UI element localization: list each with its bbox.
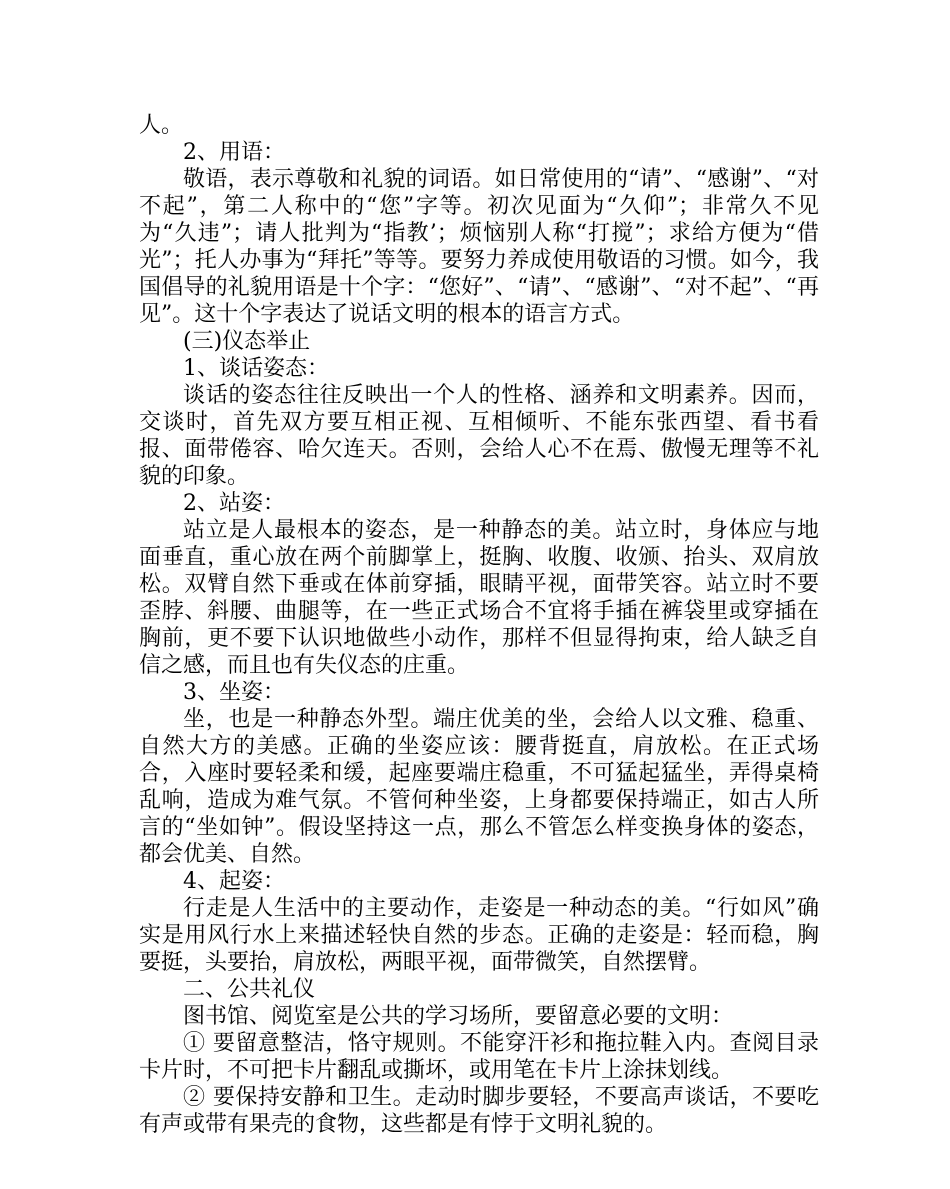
section-heading-public-etiquette: 二、公共礼仪 <box>183 977 316 1002</box>
section-heading-demeanor: (三)仪态举止 <box>183 329 311 354</box>
paragraph-library-intro: 图书馆、阅览室是公共的学习场所，要留意必要的文明： <box>183 1004 734 1029</box>
paragraph-library-rule-1: ① 要留意整洁，恪守规则。不能穿汗衫和拖拉鞋入内。查阅目录卡片时，不可把卡片翻乱或撕坏，或用笔在卡片上涂抹划线。 <box>139 1031 819 1083</box>
subheading-walking: 4、起姿： <box>183 869 285 894</box>
paragraph-honorifics: 敬语，表示尊敬和礼貌的词语。如日常使用的“请”、“感谢”、“对不起”，第二人称中的“您”字等。初次见面为“久仰”；非常久不见为“久违”；请人批判为“指教’；烦恼别人称“打搅”；求给方便为“借光”；托人办事为“拜托”等等。要努力养成使用敬语的习惯。如今，我国倡导的礼貌用语是十个字：“您好”、“请”、“感谢”、“对不起”、“再见”。这十个字表达了说话文明的根本的语言方式。 <box>139 167 819 327</box>
subheading-sitting: 3、坐姿： <box>183 680 285 705</box>
subheading-talking-posture: 1、谈话姿态： <box>183 356 329 381</box>
paragraph-continuation: 人。 <box>139 113 184 138</box>
subheading-standing: 2、站姿： <box>183 491 285 516</box>
paragraph-sitting: 坐，也是一种静态外型。端庄优美的坐，会给人以文雅、稳重、自然大方的美感。正确的坐姿应该：腰背挺直，肩放松。在正式场合，入座时要轻柔和缓，起座要端庄稳重，不可猛起猛坐，弄得桌椅乱响，造成为难气氛。不管何种坐姿，上身都要保持端正，如古人所言的“坐如钟”。假设坚持这一点，那么不管怎么样变换身体的姿态，都会优美、自然。 <box>139 707 819 867</box>
subheading-terms: 2、用语： <box>183 140 285 165</box>
document-page <box>139 112 819 1138</box>
paragraph-standing: 站立是人最根本的姿态，是一种静态的美。站立时，身体应与地面垂直，重心放在两个前脚掌上，挺胸、收腹、收颁、抬头、双肩放松。双臂自然下垂或在体前穿插，眼睛平视，面带笑容。站立时不要歪脖、斜腰、曲腿等，在一些正式场合不宜将手插在裤袋里或穿插在胸前，更不要下认识地做些小动作，那样不但显得拘束，给人缺乏自信之感，而且也有失仪态的庄重。 <box>139 518 819 678</box>
paragraph-walking: 行走是人生活中的主要动作，走姿是一种动态的美。“行如风”确实是用风行水上来描述轻快自然的步态。正确的走姿是：轻而稳，胸要挺，头要抬，肩放松，两眼平视，面带微笑，自然摆臂。 <box>139 896 819 975</box>
paragraph-library-rule-2: ② 要保持安静和卫生。走动时脚步要轻，不要高声谈话，不要吃有声或带有果壳的食物，这些都是有悖于文明礼貌的。 <box>139 1085 819 1137</box>
paragraph-talking-posture: 谈话的姿态往往反映出一个人的性格、涵养和文明素养。因而，交谈时，首先双方要互相正视、互相倾听、不能东张西望、看书看报、面带倦容、哈欠连天。否则，会给人心不在焉、傲慢无理等不礼貌的印象。 <box>139 383 819 489</box>
